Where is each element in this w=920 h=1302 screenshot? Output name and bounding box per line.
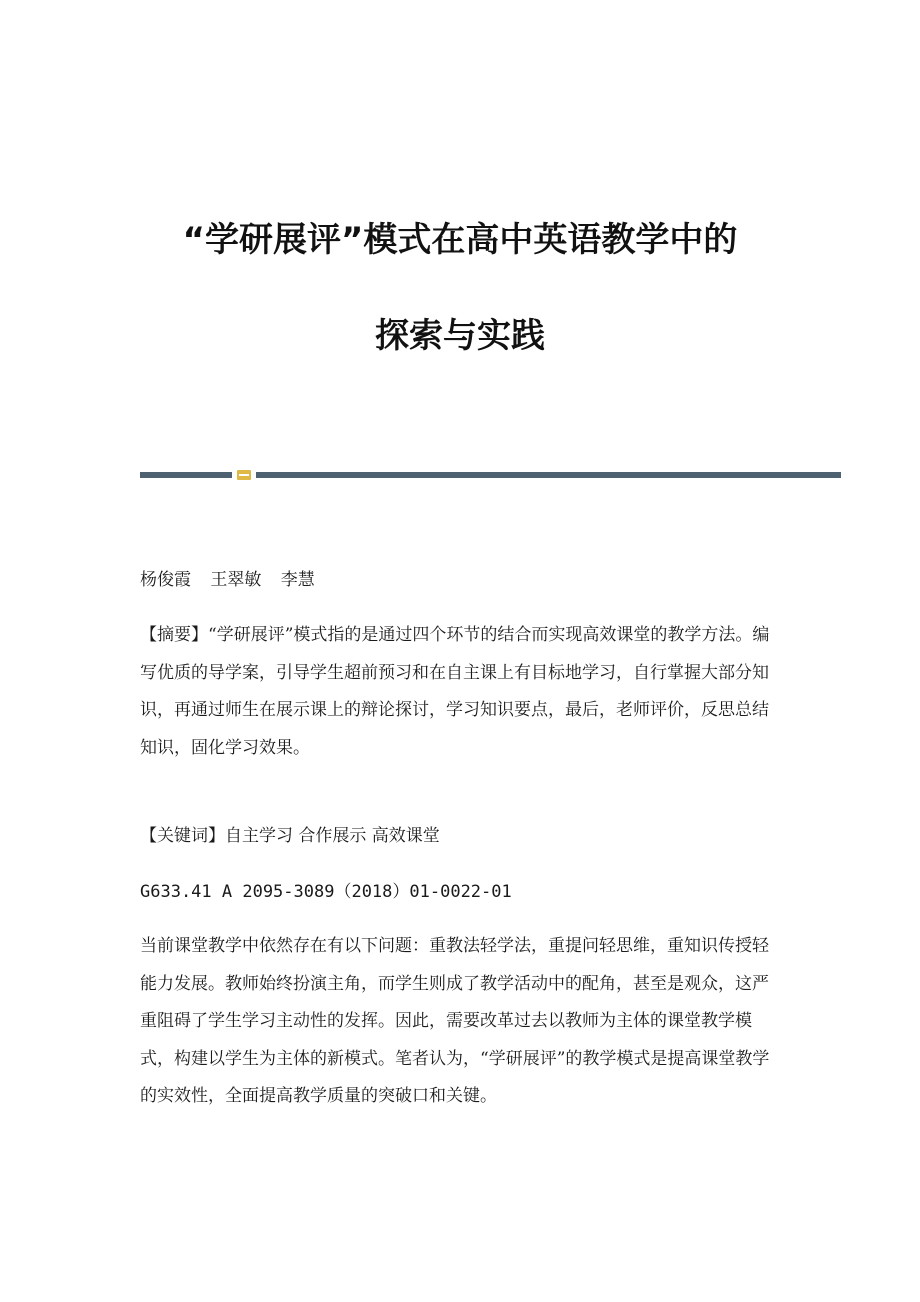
abstract-label: 【摘要】 bbox=[140, 625, 208, 645]
divider-emblem-icon bbox=[237, 470, 251, 480]
classification-codes: G633.41 A 2095-3089（2018）01-0022-01 bbox=[140, 882, 512, 902]
title-line-1: “学研展评”模式在高中英语教学中的 bbox=[182, 220, 738, 260]
abstract-text: “学研展评”模式指的是通过四个环节的结合而实现高效课堂的教学方法。编写优质的导学案，引导学生超前预习和在自主课上有目标地学习，自行掌握大部分知识，再通过师生在展示课上的辩论探讨，学习知识要点，最后，老师评价，反思总结知识，固化学习效果。 bbox=[140, 625, 770, 758]
abstract bbox=[140, 617, 780, 767]
divider-bar-right bbox=[256, 472, 841, 478]
keywords-label: 【关键词】 bbox=[140, 826, 225, 846]
divider-bar-left bbox=[140, 472, 232, 478]
title-divider bbox=[140, 470, 841, 480]
authors: 杨俊霞 王翠敏 李慧 bbox=[140, 570, 315, 590]
title-line-2: 探索与实践 bbox=[375, 316, 545, 356]
keywords-text: 自主学习 合作展示 高效课堂 bbox=[225, 826, 440, 846]
body-paragraph: 当前课堂教学中依然存在有以下问题：重教法轻学法，重提问轻思维，重知识传授轻能力发展。教师始终扮演主角，而学生则成了教学活动中的配角，甚至是观众，这严重阻碍了学生学习主动性的发挥。因此，需要改革过去以教师为主体的课堂教学模式，构建以学生为主体的新模式。笔者认为，“学研展评”的教学模式是提高课堂教学的实效性，全面提高教学质量的突破口和关键。 bbox=[140, 936, 770, 1106]
keywords bbox=[140, 818, 780, 855]
